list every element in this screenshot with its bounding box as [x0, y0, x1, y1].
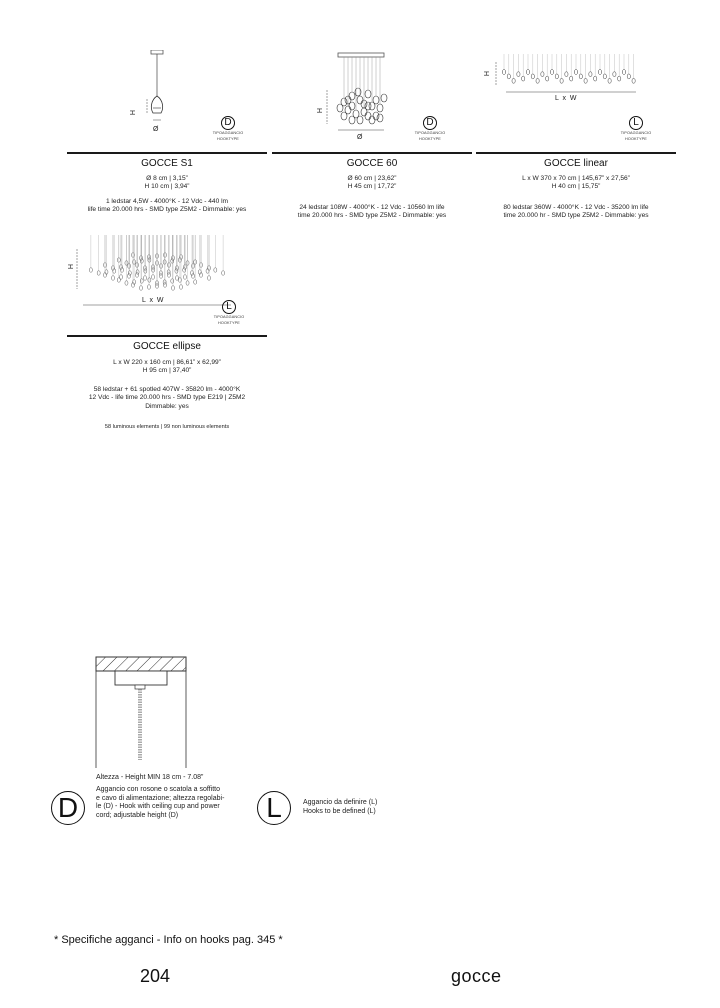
hook-l-line: Aggancio da definire (L): [303, 799, 378, 806]
hook-d-description: [96, 786, 256, 820]
gocce-s1-spec-line: 1 ledstar 4,5W - 4000°K - 12 Vdc - 440 lm: [105, 198, 229, 205]
gocce-linear-hook-badge: [616, 116, 656, 142]
hook-type-label: TIPOAGGANCIO: [414, 131, 446, 135]
gocce-ellipse-height: H 95 cm | 37,40”: [142, 367, 192, 375]
gocce-ellipse-lxw-label: L x W: [142, 297, 164, 304]
gocce-linear-dimensions: [476, 175, 676, 192]
gocce-ellipse-dimensions: [67, 359, 267, 376]
gocce-ellipse-spec-line: 12 Vdc - life time 20.000 hrs - SMD type E219 | Z5M2: [88, 394, 246, 402]
gocce-60-hook-letter: D: [423, 116, 437, 130]
gocce-60-diameter: Ø 60 cm | 23,62”: [347, 175, 397, 182]
gocce-ellipse-lxw: L x W 220 x 160 cm | 86,61” x 62,99”: [113, 359, 221, 366]
gocce-60-height: H 45 cm | 17,72”: [347, 183, 397, 191]
hook-d-line: cord; adjustable height (D): [96, 811, 179, 819]
hook-type-label: TIPOAGGANCIO: [620, 131, 652, 135]
gocce-ellipse-hook-badge: [209, 300, 249, 326]
hook-d-line: Aggancio con rosone o scatola a soffitto: [96, 786, 221, 793]
gocce-s1-divider: [67, 152, 267, 154]
hooks-info-note: * Specifiche agganci - Info on hooks pag. 345 *: [54, 934, 283, 946]
gocce-ellipse-h-label: H: [66, 263, 74, 270]
section-title: gocce: [451, 966, 502, 986]
gocce-s1-hook-badge: [208, 116, 248, 142]
gocce-ellipse-title: GOCCE ellipse: [133, 341, 201, 352]
gocce-ellipse-hook-letter: L: [222, 300, 236, 314]
hook-d-line: le (D) - Hook with ceiling cup and power: [96, 803, 220, 811]
gocce-60-hook-badge: [410, 116, 450, 142]
hook-height-caption: Altezza - Height MIN 18 cm - 7.08”: [96, 774, 204, 781]
gocce-s1-diameter: Ø 8 cm | 3,15”: [146, 175, 188, 182]
gocce-s1-spec-line: life time 20.000 hrs - SMD type Z5M2 - Dimmable: yes: [87, 206, 247, 214]
gocce-s1-title: GOCCE S1: [141, 158, 193, 169]
gocce-ellipse-specs: [67, 386, 267, 411]
gocce-60-title: GOCCE 60: [346, 158, 398, 169]
gocce-60-spec-line: 24 ledstar 108W - 4000°K - 12 Vdc - 10560 lm life: [299, 204, 445, 211]
gocce-linear-lxw-label: L x W: [555, 95, 577, 102]
gocce-linear-divider: [476, 152, 676, 154]
gocce-60-h-label: H: [315, 107, 323, 114]
gocce-linear-spec-line: time 20.000 hr - SMD type Z5M2 - Dimmable: yes: [503, 212, 649, 220]
gocce-60-diameter-label: Ø: [357, 134, 363, 141]
hook-l-description: [303, 799, 463, 816]
gocce-ellipse-elements-note: 58 luminous elements | 99 non luminous elements: [104, 424, 230, 430]
hook-d-icon: D: [51, 791, 85, 825]
gocce-s1-dimensions: [67, 175, 267, 192]
gocce-ellipse-spec-line: Dimmable: yes: [145, 402, 189, 410]
gocce-60-specs: [272, 204, 472, 221]
gocce-linear-spec-line: 80 ledstar 360W - 4000°K - 12 Vdc - 35200 lm life: [503, 204, 649, 211]
gocce-ellipse-spec-line: 58 ledstar + 61 spotled 407W - 35820 lm - 4000°K: [93, 386, 241, 393]
hook-type-label: TIPOAGGANCIO: [213, 315, 245, 319]
gocce-s1-hook-letter: D: [221, 116, 235, 130]
gocce-ellipse-divider: [67, 335, 267, 337]
hook-type-label-en: HOOKTYPE: [419, 137, 441, 141]
gocce-s1-h-label: H: [128, 109, 136, 116]
gocce-60-divider: [272, 152, 472, 154]
hook-type-label-en: HOOKTYPE: [217, 137, 239, 141]
gocce-s1-diameter-label: Ø: [153, 126, 159, 133]
gocce-linear-title: GOCCE linear: [544, 158, 608, 169]
gocce-linear-lxw: L x W 370 x 70 cm | 145,67” x 27,56”: [522, 175, 630, 182]
gocce-60-dimensions: [272, 175, 472, 192]
gocce-linear-height: H 40 cm | 15,75”: [551, 183, 601, 191]
hook-d-diagram: [95, 656, 187, 770]
gocce-60-spec-line: time 20.000 hrs - SMD type Z5M2 - Dimmable: yes: [297, 212, 447, 220]
gocce-linear-specs: [476, 204, 676, 221]
hook-type-label-en: HOOKTYPE: [625, 137, 647, 141]
hook-type-label: TIPOAGGANCIO: [212, 131, 244, 135]
hook-l-line: Hooks to be defined (L): [303, 807, 376, 815]
hook-type-label-en: HOOKTYPE: [218, 321, 240, 325]
hook-d-line: e cavo di alimentazione; altezza regolabi-: [96, 794, 225, 802]
gocce-s1-specs: [67, 198, 267, 215]
gocce-s1-height: H 10 cm | 3,94”: [144, 183, 190, 191]
gocce-linear-hook-letter: L: [629, 116, 643, 130]
gocce-linear-h-label: H: [482, 70, 490, 77]
hook-l-icon: L: [257, 791, 291, 825]
page-number: 204: [140, 966, 171, 986]
